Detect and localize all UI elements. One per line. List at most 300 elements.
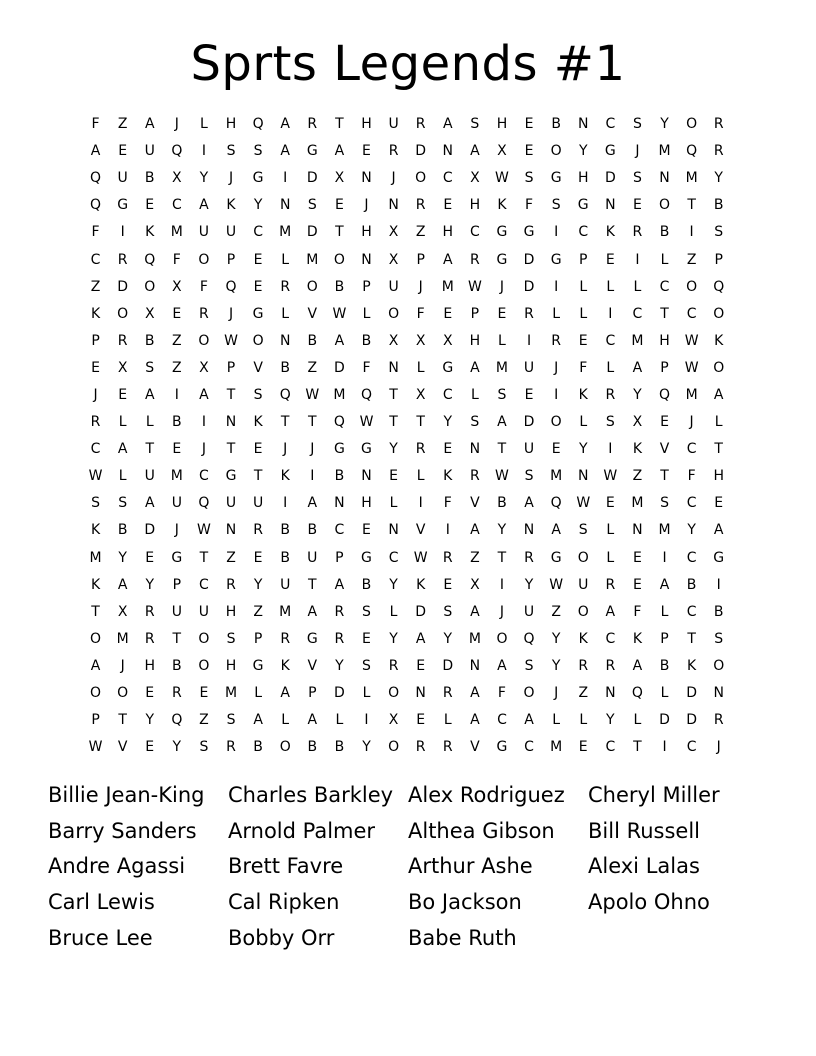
grid-letter: J: [228, 170, 234, 187]
grid-row: [82, 165, 734, 192]
grid-letter: X: [388, 332, 399, 349]
grid-letter: E: [145, 197, 155, 214]
grid-letter: T: [497, 549, 507, 566]
grid-letter: I: [635, 251, 640, 268]
grid-letter: R: [90, 414, 101, 431]
grid-letter: F: [687, 468, 696, 485]
grid-letter: X: [117, 359, 128, 376]
grid-letter: L: [362, 305, 371, 322]
grid-letter: P: [362, 278, 371, 295]
grid-letter: L: [416, 468, 425, 485]
grid-letter: B: [497, 495, 507, 512]
word-list-item: Carl Lewis: [48, 890, 155, 915]
grid-letter: M: [306, 251, 319, 268]
grid-letter: A: [280, 143, 290, 160]
grid-letter: C: [686, 495, 697, 512]
grid-letter: L: [552, 305, 561, 322]
grid-letter: X: [470, 170, 480, 187]
grid-letter: R: [605, 657, 616, 674]
grid-letter: G: [252, 657, 264, 674]
grid-letter: R: [578, 657, 589, 674]
grid-letter: B: [659, 224, 670, 241]
grid-letter: F: [443, 495, 452, 512]
grid-letter: P: [660, 630, 669, 647]
grid-letter: O: [279, 739, 291, 756]
grid-letter: R: [388, 657, 399, 674]
grid-letter: Y: [578, 143, 588, 160]
grid-letter: E: [362, 630, 371, 647]
grid-letter: D: [686, 685, 697, 702]
grid-letter: F: [579, 359, 588, 376]
grid-letter: T: [660, 305, 669, 322]
grid-letter: M: [224, 685, 238, 702]
grid-letter: G: [252, 305, 264, 322]
grid-letter: E: [497, 305, 507, 322]
grid-letter: P: [660, 359, 669, 376]
grid-letter: C: [605, 332, 616, 349]
grid-letter: B: [659, 657, 670, 674]
grid-letter: Y: [172, 739, 182, 756]
grid-letter: U: [523, 441, 535, 458]
grid-letter: N: [469, 441, 481, 458]
grid-letter: I: [554, 224, 559, 241]
grid-letter: L: [470, 386, 479, 403]
grid-letter: E: [660, 414, 669, 431]
grid-letter: S: [524, 657, 534, 674]
grid-letter: O: [388, 685, 400, 702]
grid-letter: R: [226, 739, 236, 756]
grid-letter: Z: [172, 332, 182, 349]
grid-letter: D: [306, 170, 318, 187]
grid-letter: I: [499, 576, 505, 593]
grid-letter: G: [252, 170, 264, 187]
grid-letter: H: [225, 657, 237, 674]
grid-letter: M: [631, 495, 644, 512]
grid-letter: Z: [686, 251, 697, 268]
grid-letter: A: [470, 712, 480, 729]
grid-letter: O: [686, 278, 698, 295]
grid-letter: O: [90, 685, 102, 702]
grid-letter: R: [524, 549, 534, 566]
grid-letter: L: [281, 251, 290, 268]
grid-letter: M: [631, 332, 644, 349]
grid-letter: O: [306, 278, 318, 295]
grid-letter: S: [497, 386, 507, 403]
grid-letter: X: [388, 224, 399, 241]
grid-letter: W: [684, 332, 699, 349]
grid-letter: R: [442, 549, 453, 566]
grid-letter: X: [199, 359, 209, 376]
grid-letter: Y: [145, 576, 155, 593]
grid-letter: N: [442, 143, 453, 160]
grid-letter: V: [307, 657, 318, 674]
grid-letter: T: [226, 386, 236, 403]
grid-letter: T: [660, 468, 669, 485]
grid-letter: B: [253, 739, 263, 756]
grid-letter: R: [199, 305, 209, 322]
grid-letter: H: [496, 116, 508, 133]
grid-letter: J: [499, 278, 505, 295]
grid-letter: L: [633, 278, 642, 295]
grid-letter: Y: [118, 549, 127, 566]
grid-letter: W: [603, 468, 618, 485]
grid-letter: H: [442, 224, 454, 241]
grid-letter: R: [280, 278, 291, 295]
grid-letter: B: [280, 359, 290, 376]
grid-letter: J: [418, 278, 423, 295]
grid-letter: H: [659, 332, 670, 349]
grid-letter: G: [577, 197, 589, 214]
grid-letter: F: [91, 224, 100, 241]
grid-letter: U: [523, 603, 535, 620]
grid-letter: E: [605, 251, 615, 268]
grid-letter: S: [443, 603, 453, 620]
grid-row: [82, 409, 734, 436]
grid-letter: W: [467, 278, 482, 295]
grid-letter: B: [144, 170, 155, 187]
grid-letter: Q: [171, 143, 183, 160]
grid-letter: N: [361, 170, 372, 187]
grid-letter: N: [605, 685, 616, 702]
grid-letter: O: [550, 143, 562, 160]
grid-row: [82, 490, 734, 517]
grid-letter: A: [144, 495, 155, 512]
grid-letter: T: [416, 414, 425, 431]
grid-letter: A: [470, 522, 480, 539]
grid-letter: K: [632, 441, 643, 458]
grid-letter: G: [496, 251, 508, 268]
grid-letter: B: [307, 739, 318, 756]
grid-letter: R: [117, 332, 128, 349]
grid-row: [82, 599, 734, 626]
grid-letter: A: [307, 712, 318, 729]
grid-letter: C: [334, 522, 345, 539]
grid-letter: W: [332, 305, 347, 322]
grid-letter: Y: [362, 739, 371, 756]
grid-letter: A: [280, 685, 290, 702]
grid-letter: U: [578, 576, 589, 593]
grid-letter: Z: [226, 549, 236, 566]
grid-letter: C: [469, 224, 480, 241]
grid-letter: R: [551, 332, 561, 349]
grid-letter: C: [605, 116, 616, 133]
grid-letter: A: [307, 603, 318, 620]
grid-letter: Y: [714, 170, 723, 187]
grid-letter: C: [253, 224, 263, 241]
grid-letter: M: [550, 739, 563, 756]
grid-letter: C: [686, 441, 697, 458]
grid-letter: B: [686, 576, 697, 593]
grid-letter: M: [279, 224, 292, 241]
grid-letter: A: [551, 522, 561, 539]
grid-letter: K: [443, 468, 453, 485]
grid-letter: B: [172, 657, 182, 674]
grid-letter: W: [576, 495, 591, 512]
grid-letter: C: [632, 305, 643, 322]
grid-letter: H: [225, 116, 237, 133]
grid-letter: B: [144, 332, 155, 349]
grid-letter: I: [310, 468, 315, 485]
grid-letter: K: [416, 576, 426, 593]
grid-letter: X: [334, 170, 345, 187]
grid-letter: B: [361, 332, 372, 349]
grid-letter: P: [579, 251, 588, 268]
grid-letter: U: [523, 359, 535, 376]
grid-letter: X: [172, 278, 182, 295]
grid-letter: I: [283, 495, 288, 512]
grid-letter: A: [144, 386, 155, 403]
grid-letter: E: [524, 386, 534, 403]
grid-letter: G: [604, 143, 616, 160]
grid-letter: O: [144, 278, 156, 295]
grid-letter: P: [172, 576, 182, 593]
grid-letter: K: [632, 630, 643, 647]
grid-letter: P: [335, 549, 344, 566]
grid-letter: L: [714, 414, 723, 431]
grid-letter: E: [253, 441, 263, 458]
grid-letter: S: [551, 197, 561, 214]
grid-letter: V: [307, 305, 318, 322]
grid-letter: R: [280, 630, 291, 647]
grid-letter: L: [660, 603, 669, 620]
grid-letter: S: [307, 197, 317, 214]
grid-letter: K: [714, 332, 724, 349]
grid-letter: S: [91, 495, 100, 512]
word-list: [48, 778, 768, 956]
grid-letter: P: [416, 251, 425, 268]
word-list-item: Althea Gibson: [408, 818, 555, 843]
grid-letter: R: [144, 630, 155, 647]
grid-letter: A: [334, 332, 345, 349]
grid-letter: I: [662, 739, 667, 756]
grid-letter: C: [686, 549, 697, 566]
grid-letter: I: [418, 495, 423, 512]
grid-letter: S: [660, 495, 669, 512]
grid-letter: M: [550, 468, 563, 485]
grid-letter: L: [579, 305, 588, 322]
grid-letter: J: [174, 116, 179, 133]
grid-letter: O: [333, 251, 345, 268]
word-list-item: Alex Rodriguez: [408, 783, 565, 807]
grid-letter: H: [144, 657, 155, 674]
grid-letter: O: [550, 414, 562, 431]
grid-letter: J: [689, 414, 694, 431]
grid-letter: Q: [171, 712, 183, 729]
grid-letter: C: [686, 603, 697, 620]
grid-letter: V: [470, 495, 480, 512]
grid-letter: S: [632, 170, 642, 187]
grid-letter: S: [226, 630, 236, 647]
grid-letter: U: [225, 224, 237, 241]
grid-letter: T: [145, 441, 155, 458]
grid-letter: E: [443, 305, 453, 322]
grid-letter: O: [117, 685, 129, 702]
grid-letter: E: [524, 116, 534, 133]
grid-letter: A: [253, 712, 263, 729]
grid-letter: K: [145, 224, 155, 241]
grid-row: [82, 355, 734, 382]
grid-letter: D: [334, 685, 345, 702]
grid-row: [82, 111, 734, 138]
grid-letter: H: [469, 197, 481, 214]
grid-letter: G: [523, 224, 535, 241]
grid-letter: Q: [90, 197, 102, 214]
grid-letter: R: [334, 630, 345, 647]
grid-letter: E: [145, 739, 155, 756]
grid-letter: N: [225, 522, 237, 539]
grid-letter: L: [443, 712, 452, 729]
grid-letter: K: [497, 197, 507, 214]
grid-letter: G: [496, 224, 508, 241]
grid-letter: T: [253, 468, 263, 485]
grid-letter: O: [523, 685, 535, 702]
grid-letter: S: [605, 414, 615, 431]
grid-letter: Q: [360, 386, 372, 403]
grid-letter: C: [199, 468, 209, 485]
grid-letter: M: [685, 170, 698, 187]
grid-letter: A: [334, 143, 345, 160]
grid-letter: E: [632, 197, 642, 214]
grid-letter: Q: [631, 685, 643, 702]
grid-letter: M: [333, 386, 346, 403]
grid-letter: E: [524, 143, 534, 160]
grid-letter: D: [523, 278, 535, 295]
grid-letter: Q: [252, 116, 264, 133]
grid-letter: D: [604, 170, 616, 187]
grid-letter: A: [470, 603, 480, 620]
grid-letter: Y: [633, 386, 642, 403]
grid-letter: T: [91, 603, 100, 620]
grid-letter: N: [388, 522, 399, 539]
grid-letter: B: [713, 603, 724, 620]
grid-letter: U: [198, 224, 210, 241]
grid-letter: X: [388, 251, 399, 268]
grid-letter: Q: [225, 278, 237, 295]
grid-letter: C: [90, 441, 101, 458]
grid-letter: Q: [144, 251, 156, 268]
grid-letter: W: [359, 414, 374, 431]
grid-letter: C: [388, 549, 399, 566]
grid-letter: I: [608, 441, 613, 458]
grid-letter: S: [578, 522, 588, 539]
grid-letter: J: [391, 170, 396, 187]
grid-letter: A: [524, 712, 534, 729]
grid-letter: R: [442, 739, 453, 756]
grid-letter: R: [713, 712, 724, 729]
grid-letter: E: [362, 522, 371, 539]
grid-letter: X: [172, 170, 182, 187]
grid-letter: U: [388, 278, 399, 295]
grid-letter: J: [310, 441, 315, 458]
grid-letter: S: [362, 657, 371, 674]
grid-letter: E: [172, 305, 182, 322]
grid-letter: Y: [578, 441, 588, 458]
grid-letter: B: [334, 278, 345, 295]
grid-letter: Y: [551, 630, 561, 647]
grid-letter: F: [362, 359, 371, 376]
grid-letter: Q: [333, 414, 345, 431]
grid-letter: Y: [335, 657, 344, 674]
grid-letter: L: [552, 712, 561, 729]
grid-letter: U: [198, 603, 210, 620]
grid-letter: A: [470, 685, 480, 702]
grid-letter: A: [470, 143, 480, 160]
grid-letter: D: [117, 278, 129, 295]
grid-letter: P: [226, 359, 236, 376]
grid-letter: C: [605, 739, 616, 756]
grid-letter: A: [280, 116, 290, 133]
grid-letter: G: [333, 441, 345, 458]
grid-letter: E: [172, 441, 182, 458]
grid-letter: Y: [389, 630, 398, 647]
grid-letter: G: [496, 739, 508, 756]
grid-row: [82, 246, 734, 273]
grid-letter: E: [253, 251, 263, 268]
grid-letter: R: [144, 603, 155, 620]
grid-letter: S: [145, 359, 155, 376]
grid-letter: Z: [253, 603, 263, 620]
grid-letter: Q: [198, 495, 210, 512]
grid-letter: L: [281, 305, 290, 322]
grid-letter: R: [307, 116, 318, 133]
grid-letter: E: [199, 685, 209, 702]
grid-letter: G: [117, 197, 129, 214]
grid-letter: R: [415, 441, 426, 458]
grid-letter: Y: [145, 712, 155, 729]
grid-letter: K: [280, 468, 290, 485]
grid-letter: W: [495, 468, 509, 485]
grid-letter: L: [498, 332, 506, 349]
grid-letter: Z: [470, 549, 480, 566]
grid-letter: L: [118, 468, 127, 485]
grid-letter: R: [524, 305, 534, 322]
grid-letter: M: [658, 143, 671, 160]
grid-letter: K: [280, 657, 290, 674]
grid-letter: T: [389, 386, 398, 403]
grid-letter: T: [335, 116, 344, 133]
grid-letter: Q: [713, 278, 725, 295]
grid-letter: C: [659, 278, 670, 295]
grid-letter: O: [577, 549, 589, 566]
grid-letter: Y: [497, 522, 507, 539]
grid-letter: W: [305, 386, 320, 403]
grid-letter: Y: [253, 576, 263, 593]
grid-letter: G: [713, 549, 725, 566]
grid-letter: R: [713, 143, 724, 160]
grid-letter: Z: [172, 359, 182, 376]
grid-letter: I: [716, 576, 721, 593]
grid-letter: G: [442, 359, 454, 376]
grid-letter: D: [686, 712, 697, 729]
grid-letter: S: [118, 495, 128, 512]
grid-letter: B: [307, 522, 318, 539]
word-search-grid: [82, 111, 734, 761]
grid-letter: O: [90, 630, 102, 647]
grid-letter: E: [334, 197, 344, 214]
grid-letter: L: [606, 522, 615, 539]
grid-letter: D: [144, 522, 156, 539]
grid-letter: H: [469, 332, 481, 349]
grid-letter: L: [606, 359, 615, 376]
grid-letter: I: [608, 305, 613, 322]
grid-letter: R: [226, 576, 236, 593]
grid-letter: N: [279, 197, 291, 214]
grid-letter: K: [605, 224, 615, 241]
grid-letter: N: [361, 251, 372, 268]
grid-row: [82, 328, 734, 355]
grid-letter: B: [551, 116, 561, 133]
grid-letter: C: [578, 224, 589, 241]
